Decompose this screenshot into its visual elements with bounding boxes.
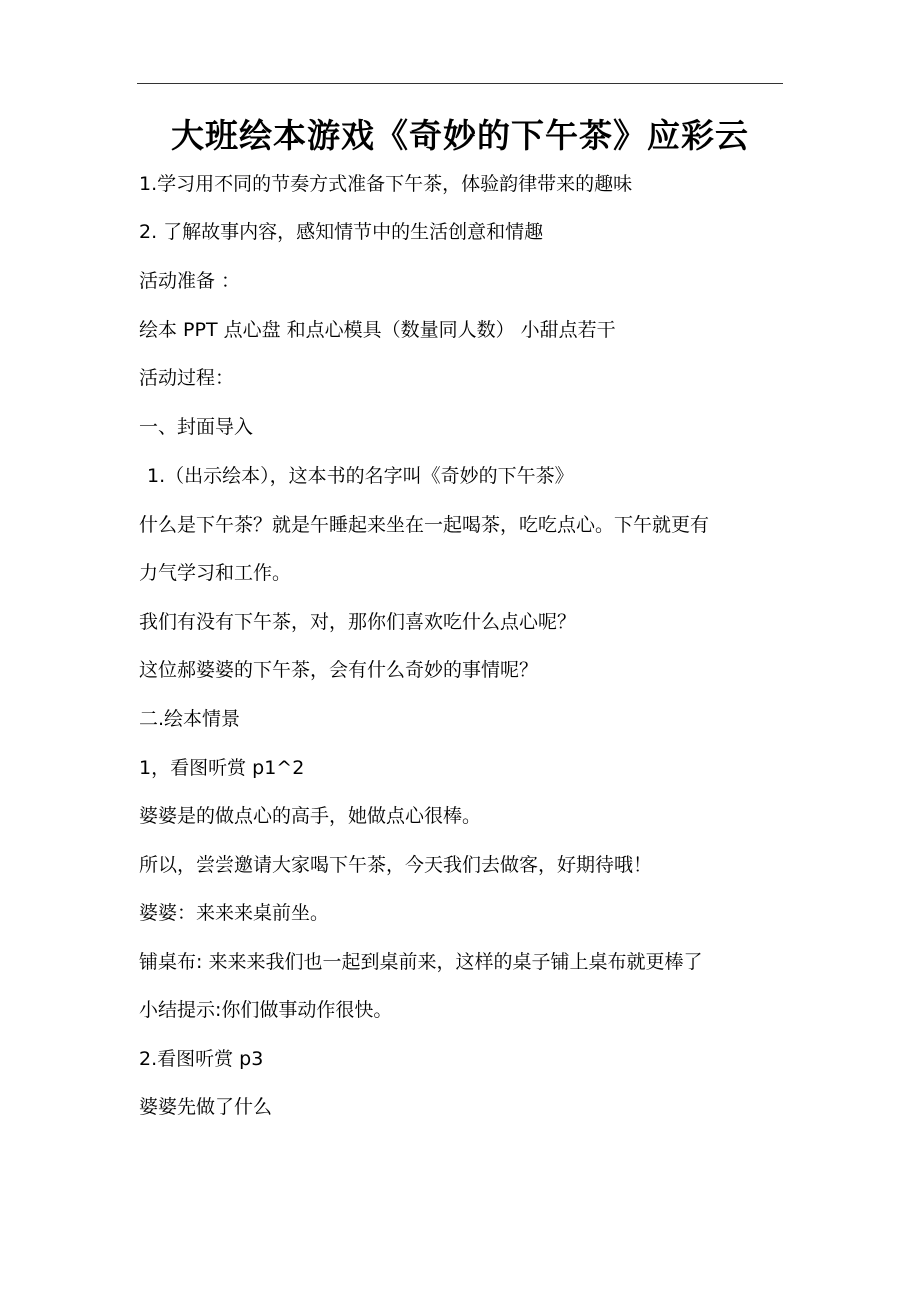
section-process-heading: 活动过程：	[139, 367, 235, 389]
paragraph-what-first: 婆婆先做了什么	[139, 1096, 273, 1118]
part-1-heading: 一、封面导入	[139, 416, 254, 438]
objective-1: 1.学习用不同的节奏方式准备下午茶，体验韵律带来的趣味	[139, 173, 633, 195]
paragraph-afternoon-tea-2: 力气学习和工作。	[139, 562, 292, 584]
objective-2: 2. 了解故事内容，感知情节中的生活创意和情趣	[139, 221, 544, 243]
step-2-2: 2.看图听赏 p3	[139, 1048, 264, 1070]
paragraph-question-snacks: 我们有没有下午茶，对，那你们喜欢吃什么点心呢？	[139, 611, 577, 633]
paragraph-afternoon-tea-1: 什么是下午茶？就是午睡起来坐在一起喝茶，吃吃点心。下午就更有	[139, 514, 710, 536]
document-title: 大班绘本游戏《奇妙的下午茶》应彩云	[171, 116, 749, 155]
step-2-1: 1，看图听赏 p1^2	[139, 757, 305, 779]
section-preparation-heading: 活动准备 ：	[139, 270, 241, 292]
preparation-materials: 绘本 PPT 点心盘 和点心模具（数量同人数） 小甜点若干	[139, 319, 616, 341]
paragraph-grandma-expert: 婆婆是的做点心的高手，她做点心很棒。	[139, 805, 482, 827]
step-1-1: 1.（出示绘本），这本书的名字叫《奇妙的下午茶》	[147, 465, 574, 487]
paragraph-grandma-speech: 婆婆：来来来桌前坐。	[139, 902, 330, 924]
paragraph-invitation: 所以，尝尝邀请大家喝下午茶，今天我们去做客，好期待哦！	[139, 854, 653, 876]
header-rule	[137, 83, 783, 84]
part-2-heading: 二.绘本情景	[139, 708, 241, 730]
paragraph-question-grandma: 这位郝婆婆的下午茶，会有什么奇妙的事情呢？	[139, 659, 539, 681]
paragraph-tablecloth: 铺桌布: 来来来我们也一起到桌前来，这样的桌子铺上桌布就更棒了	[139, 951, 703, 973]
paragraph-summary-hint: 小结提示:你们做事动作很快。	[139, 999, 393, 1021]
